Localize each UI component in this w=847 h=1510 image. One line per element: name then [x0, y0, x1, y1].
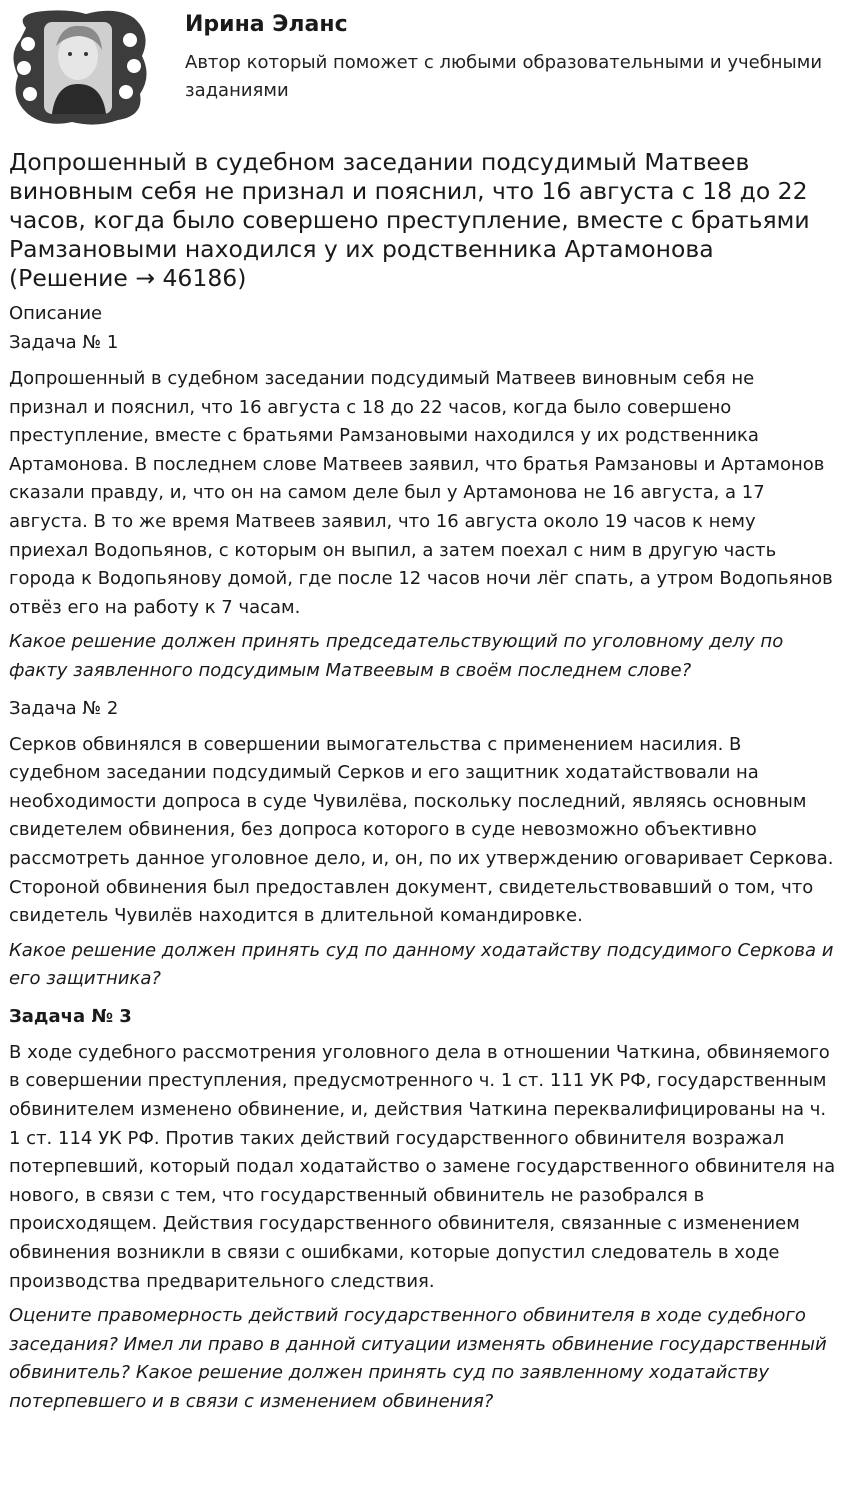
task-question: Какое решение должен принять председательствующий по уголовному делу по факту заявленного подсудимым Матвеевым в своём последнем слове? — [9, 631, 784, 681]
author-name[interactable]: Ирина Эланс — [185, 12, 348, 37]
task-body: Допрошенный в судебном заседании подсудимый Матвеев виновным себя не признал и пояснил, что 16 августа с 18 до 22 часов, когда было совершено преступление, вместе с братьями Рамзановыми находился у их родственника Артамонова. В последнем слове Матвеев заявил, что братья Рамзановы и Артамонов сказали правду, и, что он на самом деле был у Артамонова не 16 августа, а 17 августа. В то же время Матвеев заявил, что 16 августа около 19 часов к нему приехал Водопьянов, с которым он выпил, а затем поехал с ним в другую часть города к Водопьянову домой, где после 12 часов ночи лёг спать, а утром Водопьянов отвёз его на работу к 7 часам. — [9, 368, 833, 618]
author-description: Автор который поможет с любыми образовательными и учебными заданиями — [185, 52, 823, 101]
task-heading: Задача № 1 — [9, 332, 119, 353]
author-header — [0, 0, 847, 140]
task-body: В ходе судебного рассмотрения уголовного дела в отношении Чаткина, обвиняемого в совершении преступления, предусмотренного ч. 1 ст. 111 УК РФ, государственным обвинителем изменено обвинение, и, действия Чаткина переквалифицированы на ч. 1 ст. 114 УК РФ. Против таких действий государственного обвинителя возражал потерпевший, который подал ходатайство о замене государственного обвинителя на нового, в связи с тем, что государственный обвинитель не разобрался в происходящем. Действия государственного обвинителя, связанные с изменением обвинения возникли в связи с ошибками, которые допустил следователь в ходе производства предварительного следствия. — [9, 1041, 836, 1292]
task-body: Серков обвинялся в совершении вымогательства с применением насилия. В судебном заседании подсудимый Серков и его защитник ходатайствовали на необходимости допроса в суде Чувилёва, поскольку последний, являясь основным свидетелем обвинения, без допроса которого в суде невозможно объективно рассмотреть данное уголовное дело, и, он, по их утверждению оговаривает Серкова. Стороной обвинения был предоставлен документ, свидетельствовавший о том, что свидетель Чувилёв находится в длительной командировке. — [9, 733, 834, 927]
task-question: Какое решение должен принять суд по данному ходатайству подсудимого Серкова и его защитника? — [9, 939, 834, 990]
page-title: Допрошенный в судебном заседании подсудимый Матвеев виновным себя не признал и пояснил, что 16 августа с 18 до 22 часов, когда было совершено преступление, вместе с братьями Рамзановыми находился у их родственника Артамонова (Решение → 46186) — [9, 148, 810, 292]
task-heading: Задача № 3 — [9, 1005, 132, 1027]
author-avatar[interactable] — [6, 6, 152, 128]
task-heading: Задача № 2 — [9, 697, 119, 719]
main-content — [0, 148, 847, 1417]
section-label: Описание — [9, 303, 103, 324]
task-question: Оцените правомерность действий государственного обвинителя в ходе судебного заседания? Имел ли право в данной ситуации изменять обвинение государственный обвинитель? Какое решение должен принять суд по заявленному ходатайству потерпевшего и в связи с изменением обвинения? — [9, 1305, 827, 1412]
